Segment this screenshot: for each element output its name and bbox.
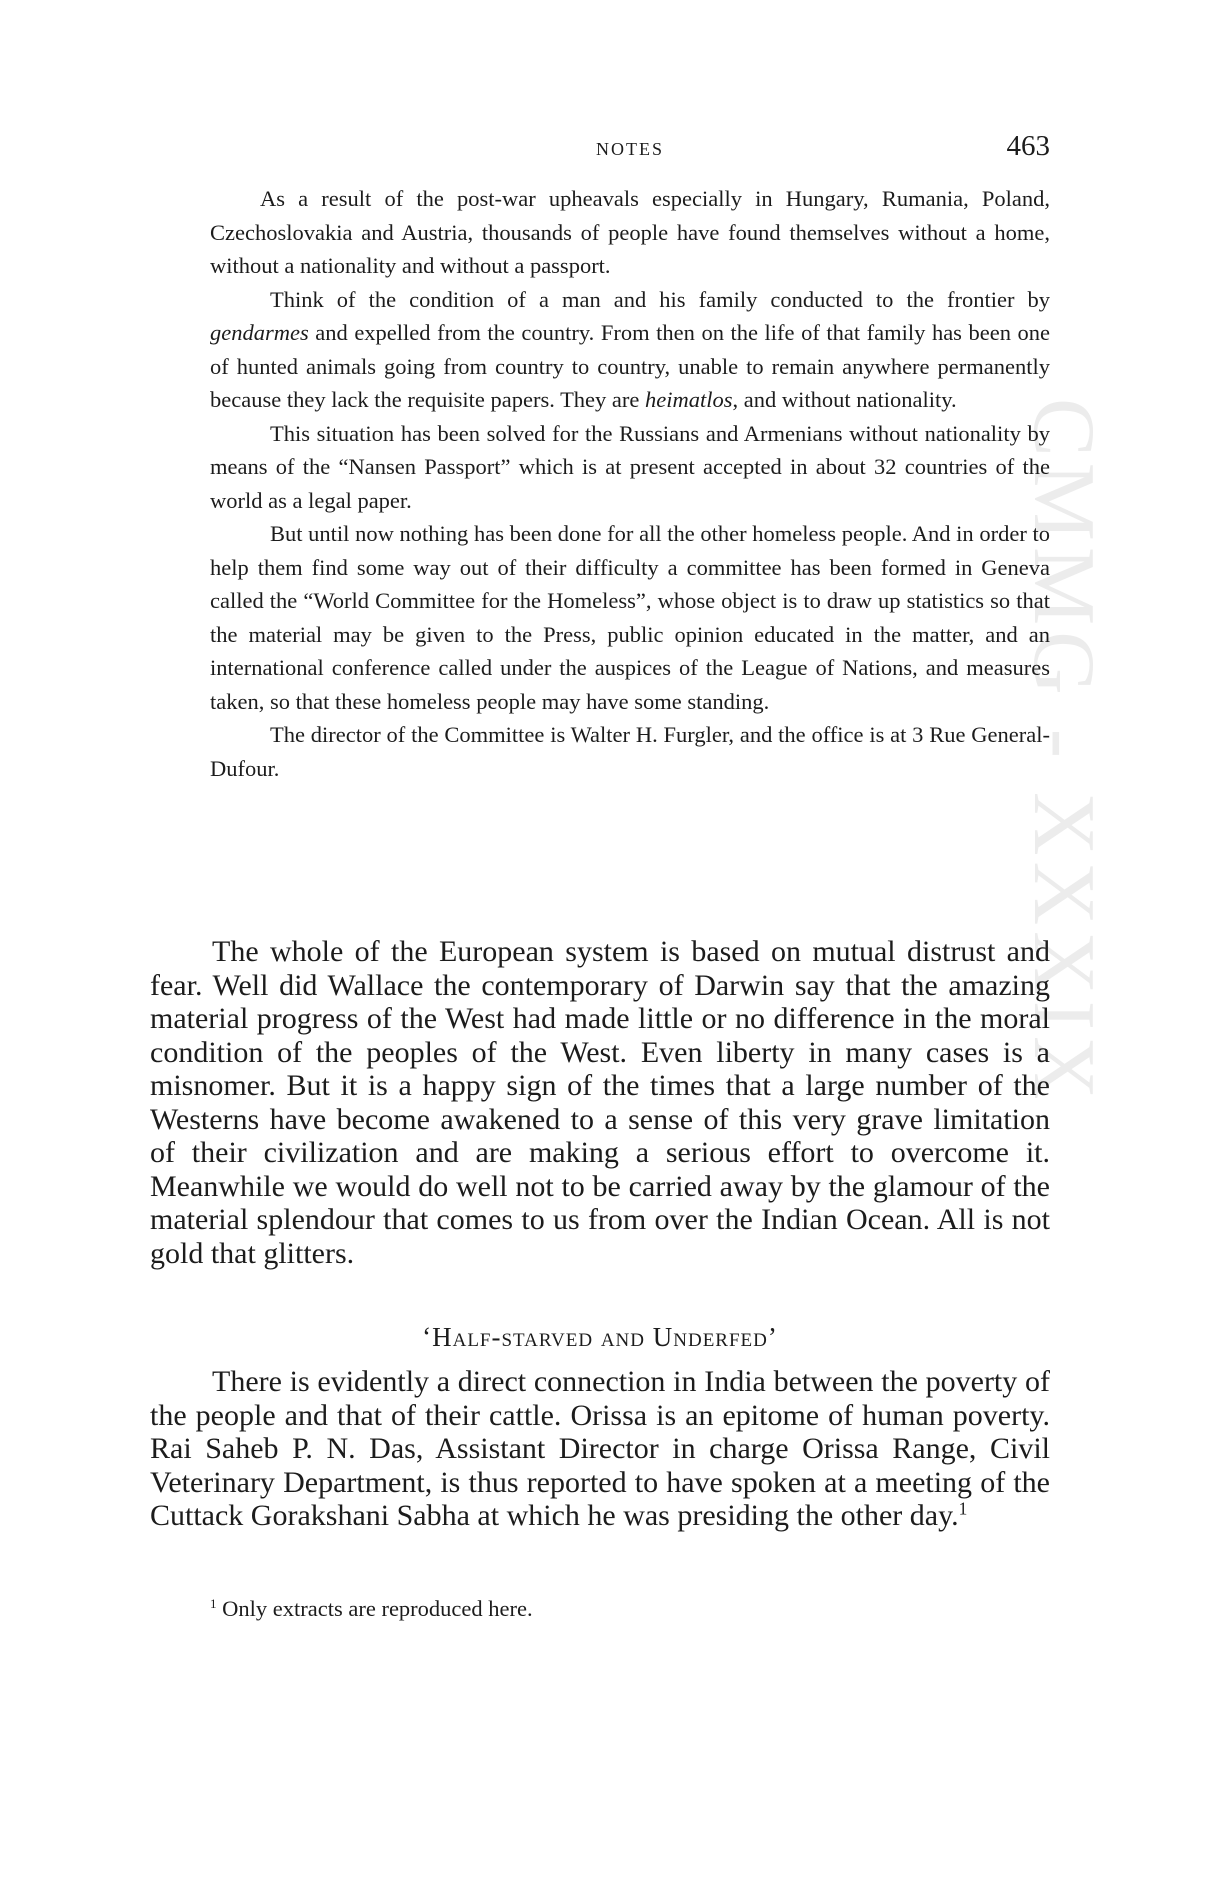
- footnote-marker: 1: [210, 1596, 217, 1612]
- heading-word: and: [600, 1322, 645, 1352]
- notice-paragraph-5: [210, 718, 1050, 785]
- running-head: [210, 130, 1050, 166]
- notice-paragraph-1: [210, 182, 1050, 283]
- notice-italic-term: gendarmes: [210, 320, 309, 345]
- notice-text: But until now nothing has been done for all the other homeless people. And in order to help them find some way out of their difficulty a committee has been formed in Geneva called the “World Committee for the Homeless”, whose object is to draw up statistics so that the material may be given to the Press, public opinion educated in the matter, and an international conference called under the auspices of the League of Nations, and measures taken, so that these homeless people may have some standing.: [210, 521, 1050, 714]
- running-title: NOTES: [596, 139, 664, 159]
- notice-text: , and without nationality.: [732, 387, 957, 412]
- section-heading: [150, 1322, 1050, 1353]
- heading-word: Half-starved: [432, 1322, 594, 1352]
- notice-text: and expelled from the country. From then on the life of that family has been one of hunted animals going from country to country, unable to remain anywhere permanently because they lack the requisite papers. They are: [210, 320, 1050, 412]
- notice-text: The director of the Committee is Walter H. Furgler, and the office is at 3 Rue General-Dufour.: [210, 722, 1050, 781]
- footnote-reference[interactable]: 1: [958, 1498, 968, 1519]
- page-number: 463: [1006, 130, 1050, 162]
- main-paragraph: The whole of the European system is based on mutual distrust and fear. Well did Wallace the contemporary of Darwin say that the amazing material progress of the West had made little or no difference in the moral condition of the peoples of the West. Even liberty in many cases is a misnomer. But it is a happy sign of the times that a large number of the Westerns have become awakened to a sense of this very grave limitation of their civilization and are making a serious effort to overcome it. Meanwhile we would do well not to be carried away by the glamour of the material splendour that comes to us from over the Indian Ocean. All is not gold that glitters.: [150, 935, 1050, 1270]
- notice-text: Think of the condition of a man and his family conducted to the frontier by: [270, 286, 1050, 312]
- footnote-text: Only extracts are reproduced here.: [222, 1596, 533, 1621]
- notice-paragraph-2: [210, 283, 1050, 417]
- main-text: [150, 935, 1050, 1270]
- watermark-text: CMMG - XXXIX: [1015, 398, 1112, 1106]
- section-paragraph-text: There is evidently a direct connection in India between the poverty of the people and that of their cattle. Orissa is an epitome of human poverty. Rai Saheb P. N. Das, Assistant Director in charge Orissa Range, Civil Veterinary Department, is thus reported to have spoken at a meeting of the Cuttack Gorakshani Sabha at which he was presiding the other day.: [150, 1365, 1050, 1532]
- heading-word: Underfed: [652, 1322, 768, 1352]
- notice-paragraph-3: [210, 417, 1050, 518]
- section-paragraph: [150, 1365, 1050, 1533]
- notice-text: As a result of the post-war upheavals especially in Hungary, Rumania, Poland, Czechoslovakia and Austria, thousands of people have found themselves without a home, without a nationality and without a passport.: [210, 186, 1050, 278]
- heading-close-quote: ’: [767, 1322, 778, 1352]
- notice-text: This situation has been solved for the Russians and Armenians without nationality by means of the “Nansen Passport” which is at present accepted in about 32 countries of the world as a legal paper.: [210, 420, 1050, 513]
- heading-open-quote: ‘: [422, 1322, 433, 1352]
- notice-italic-term: heimatlos: [645, 387, 733, 412]
- quoted-notice: [210, 182, 1050, 785]
- footnote: [210, 1594, 1050, 1624]
- section-text: [150, 1365, 1050, 1533]
- notice-paragraph-4: [210, 517, 1050, 718]
